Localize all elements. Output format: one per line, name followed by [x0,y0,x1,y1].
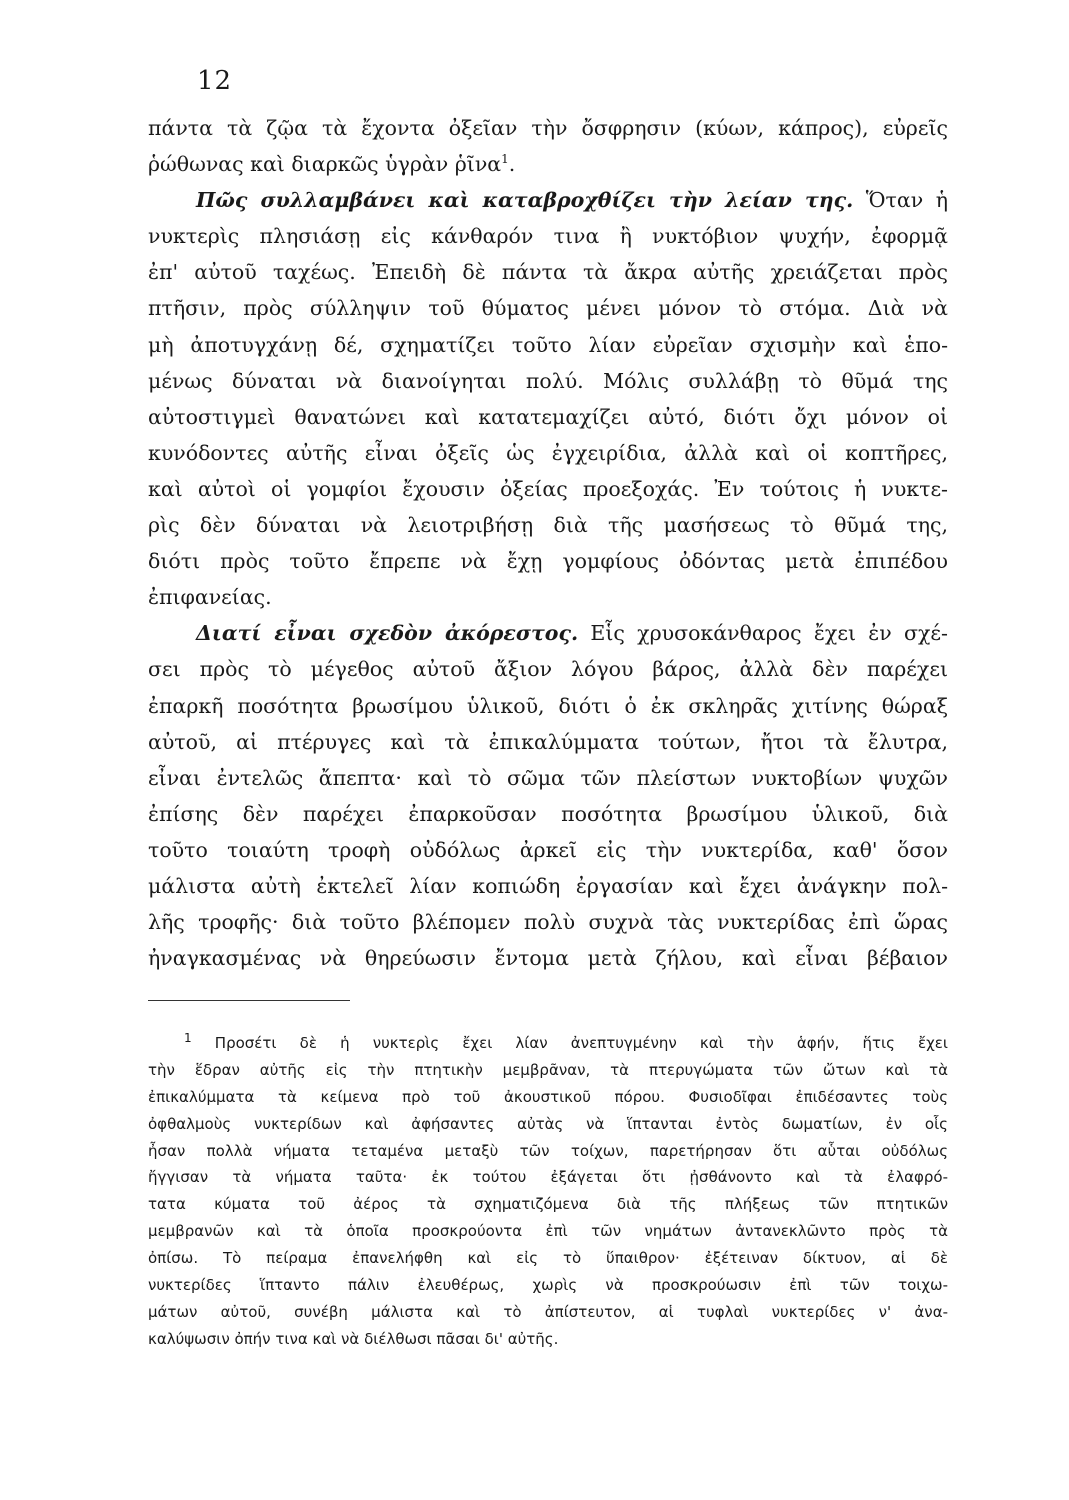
text-line: σει πρὸς τὸ μέγεθος αὐτοῦ ἄξιον λόγου βάρος, ἀλλὰ δὲν παρέχει [148,657,948,682]
footnote-line: τὴν ἕδραν αὐτῆς εἰς τὴν πτητικὴν μεμβρᾶναν, τὰ πτερυγώματα τῶν ὤτων καὶ τὰ [148,1060,948,1079]
text-line: πάντα τὰ ζῷα τὰ ἔχοντα ὀξεῖαν τὴν ὄσφρησιν (κύων, κάπρος), εὐρεῖς [148,116,948,140]
footnote-line: μεμβρανῶν καὶ τὰ ὁποῖα προσκρούοντα ἐπὶ τῶν νημάτων ἀντανεκλῶντο πρὸς τὰ [148,1222,948,1241]
text-line-content: Εἷς χρυσοκάνθαρος ἔχει ἐν σχέ- [590,621,948,646]
body-text [148,110,948,976]
text-line: ἐπαρκῆ ποσότητα βρωσίμου ὑλικοῦ, διότι ὁ ἐκ σκληρᾶς χιτίνης θώραξ [148,693,948,718]
text-line: κυνόδοντες αὐτῆς εἶναι ὀξεῖς ὡς ἐγχειρίδια, ἀλλὰ καὶ οἱ κοπτῆρες, [148,440,948,465]
footnote-line: ἤγγισαν τὰ νήματα ταῦτα· ἐκ τούτου ἐξάγεται ὅτι ᾐσθάνοντο καὶ τὰ ἐλαφρό- [148,1168,948,1187]
text-line: μένως δύναται νὰ διανοίγηται πολύ. Μόλις συλλάβῃ τὸ θῦμά της [148,368,948,393]
text-line: νυκτερὶς πλησιάσῃ εἰς κάνθαρόν τινα ἢ νυκτόβιον ψυχήν, ἐφορμᾷ [148,224,948,249]
text-line: εἶναι ἐντελῶς ἄπεπτα· καὶ τὸ σῶμα τῶν πλείστων νυκτοβίων ψυχῶν [148,765,948,790]
section-heading-line [148,182,948,218]
footnote-line: τατα κύματα τοῦ ἀέρος τὰ σχηματιζόμενα διὰ τῆς πλήξεως τῶν πτητικῶν [148,1195,948,1214]
text-line: αὐτοῦ, αἱ πτέρυγες καὶ τὰ ἐπικαλύμματα τούτων, ἤτοι τὰ ἔλυτρα, [148,729,948,754]
page-number: 12 [197,66,233,96]
footnote-line [148,1030,948,1057]
text-line: αὐτοστιγμεὶ θανατώνει καὶ κατατεμαχίζει αὐτό, διότι ὄχι μόνον οἱ [148,404,948,429]
text-line: ρὶς δὲν δύναται νὰ λειοτριβήσῃ διὰ τῆς μασήσεως τὸ θῦμά της, [148,513,948,538]
text-line: ἐπιφανείας. [148,585,272,610]
footnote-divider [148,1000,350,1001]
text-line: διότι πρὸς τοῦτο ἔπρεπε νὰ ἔχῃ γομφίους ὀδόντας μετὰ ἐπιπέδου [148,549,948,574]
footnote-text: Προσέτι δὲ ἡ νυκτερὶς ἔχει λίαν ἀνεπτυγμένην καὶ τὴν ἁφήν, ἥτις ἔχει [214,1034,948,1052]
text-line: ἐπ' αὐτοῦ ταχέως. Ἐπειδὴ δὲ πάντα τὰ ἄκρα αὐτῆς χρειάζεται πρὸς [148,260,948,285]
text-line: ῥώθωνας καὶ διαρκῶς ὑγρὰν ῥῖνα$^1$. [148,152,516,177]
footnote-line: ἦσαν πολλὰ νήματα τεταμένα μεταξὺ τῶν τοίχων, παρετήρησαν ὅτι αὗται οὐδόλως [148,1141,948,1160]
footnote-line: ὀπίσω. Τὸ πείραμα ἐπανελήφθη καὶ εἰς τὸ ὕπαιθρον· ἐξέτειναν δίκτυον, αἱ δὲ [148,1249,948,1268]
footnote-marker: 1 [184,1031,192,1045]
text-line: λῆς τροφῆς· διὰ τοῦτο βλέπομεν πολὺ συχνὰ τὰς νυκτερίδας ἐπὶ ὥρας [148,910,948,935]
footnote-line: ἐπικαλύμματα τὰ κείμενα πρὸ τοῦ ἀκουστικοῦ πόρου. Φυσιοδῖφαι ἐπιδέσαντες τοὺς [148,1087,948,1106]
text-line: τοῦτο τοιαύτη τροφὴ οὐδόλως ἀρκεῖ εἰς τὴν νυκτερίδα, καθ' ὅσον [148,837,948,862]
footnote-line: καλύψωσιν ὀπήν τινα καὶ νὰ διέλθωσι πᾶσαι δι' αὐτῆς. [148,1329,559,1348]
section-heading: Διατί εἶναι σχεδὸν ἀκόρεστος. [196,621,579,646]
section-heading-line [148,615,948,651]
footnote-line: μάτων αὐτοῦ, συνέβη μάλιστα καὶ τὸ ἀπίστευτον, αἱ τυφλαὶ νυκτερίδες ν' ἀνα- [148,1302,948,1321]
text-line: ἠναγκασμένας νὰ θηρεύωσιν ἔντομα μετὰ ζήλου, καὶ εἶναι βέβαιον [148,946,948,971]
text-line: μάλιστα αὐτὴ ἐκτελεῖ λίαν κοπιώδη ἐργασίαν καὶ ἔχει ἀνάγκην πολ- [148,873,948,898]
footnote-line: νυκτερίδες ἵπταντο πάλιν ἐλευθέρως, χωρὶς νὰ προσκρούωσιν ἐπὶ τῶν τοιχω- [148,1276,948,1295]
text-line: ἐπίσης δὲν παρέχει ἐπαρκοῦσαν ποσότητα βρωσίμου ὑλικοῦ, διὰ [148,801,948,826]
text-line: καὶ αὐτοὶ οἱ γομφίοι ἔχουσιν ὀξείας προεξοχάς. Ἐν τούτοις ἡ νυκτε- [148,476,948,501]
footnotes [148,1030,948,1353]
text-line-content: ῥώθωνας καὶ διαρκῶς ὑγρὰν ῥῖνα [148,152,502,177]
footnote-line: ὀφθαλμοὺς νυκτερίδων καὶ ἀφήσαντες αὐτὰς νὰ ἵπτανται ἐντὸς δωματίων, ἐν οἷς [148,1114,948,1133]
text-line: πτῆσιν, πρὸς σύλληψιν τοῦ θύματος μένει μόνον τὸ στόμα. Διὰ νὰ [148,296,948,321]
footnote-ref: 1 [501,152,509,167]
text-line-content: Ὅταν ἡ [865,188,948,213]
section-heading: Πῶς συλλαμβάνει καὶ καταβροχθίζει τὴν λείαν της. [196,188,854,213]
text-line: μὴ ἀποτυγχάνῃ δέ, σχηματίζει τοῦτο λίαν εὐρεῖαν σχισμὴν καὶ ἑπο- [148,332,948,357]
